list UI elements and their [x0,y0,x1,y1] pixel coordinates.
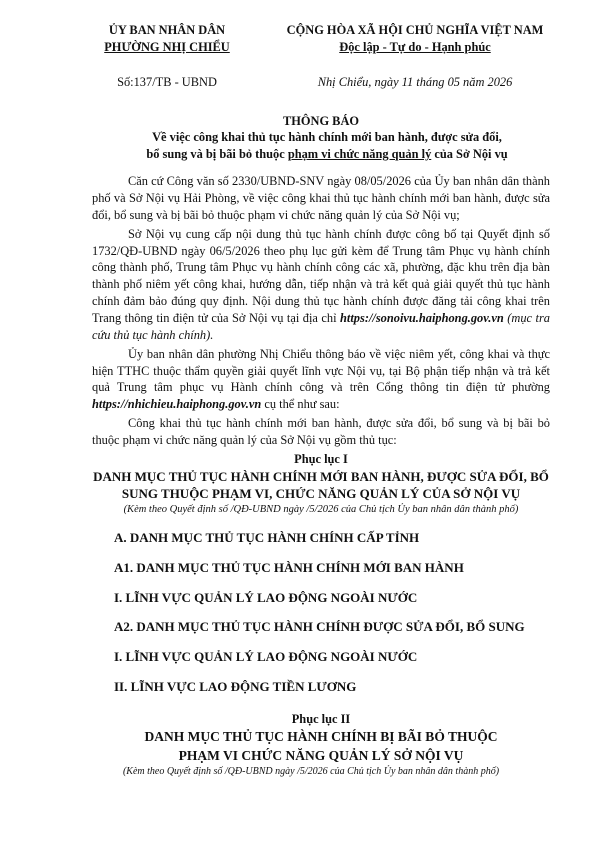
appendix-1-title [92,468,550,503]
section-heading: A2. DANH MỤC THỦ TỤC HÀNH CHÍNH ĐƯỢC SỬA ĐỔI, BỔ SUNG [114,619,525,635]
national-motto [270,22,560,56]
paragraph-4: Công khai thủ tục hành chính mới ban hành, được sửa đổi, bổ sung và bị bãi bỏ thuộc phạm vi chức năng quản lý của Sở Nội vụ gồm thủ tục: [92,416,550,448]
place-date: Nhị Chiểu, ngày 11 tháng 05 năm 2026 [317,74,513,89]
appendix-1-label: Phục lục I [294,451,348,466]
subtitle-line-1: Về việc công khai thủ tục hành chính mới ban hành, được sửa đổi, [152,130,502,145]
document-body [92,173,550,449]
section-heading: A. DANH MỤC THỦ TỤC HÀNH CHÍNH CẤP TỈNH [114,530,420,546]
org-line-2: PHƯỜNG NHỊ CHIỂU [104,39,230,54]
section-heading: I. LĨNH VỰC QUẢN LÝ LAO ĐỘNG NGOÀI NƯỚC [114,589,418,605]
appendix-2-label: Phục lục II [291,712,351,727]
appendix-2-title-line-2: PHẠM VI CHỨC NĂNG QUẢN LÝ SỞ NỘI VỤ [178,747,464,763]
appendix-1-title-line-1: DANH MỤC THỦ TỤC HÀNH CHÍNH MỚI BAN HÀNH, ĐƯỢC SỬA ĐỔI, BỔ [93,468,549,484]
document-number: Số:137/TB - UBND [117,74,217,89]
paragraph-3 [92,346,550,413]
section-heading: II. LĨNH VỰC LAO ĐỘNG TIỀN LƯƠNG [114,678,357,694]
nation-line-1: CỘNG HÒA XÃ HỘI CHỦ NGHĨA VIỆT NAM [286,23,544,37]
subtitle-part-a: bổ sung và bị bãi bỏ thuộc [146,147,288,162]
paragraph-2-note: (mục tra cứu thủ tục hành chính). [92,311,550,342]
document-subtitle [92,129,562,163]
paragraph-2 [92,226,550,344]
document-title: THÔNG BÁO [282,113,360,128]
subtitle-line-2 [92,146,562,163]
nhichieu-link[interactable]: https://nhichieu.haiphong.gov.vn [92,397,262,412]
appendix-1-title-line-2: SUNG THUỘC PHẠM VI, CHỨC NĂNG QUẢN LÝ CỦA SỞ NỘI VỤ [121,486,521,502]
appendix-2-title-line-1: DANH MỤC THỦ TỤC HÀNH CHÍNH BỊ BÃI BỎ THUỘC [144,729,498,745]
document-header [92,22,550,56]
section-heading: I. LĨNH VỰC QUẢN LÝ LAO ĐỘNG NGOÀI NƯỚC [114,649,418,665]
paragraph-3-text: Ủy ban nhân dân phường Nhị Chiểu thông báo về việc niêm yết, công khai và thực hiện TTHC thuộc thẩm quyền giải quyết lĩnh vực Nội vụ, tại Bộ phận tiếp nhận và trả kết quả Trung tâm phục vụ Hành chính công và trên Cổng thông tin điện tử phường [92,346,550,395]
appendix-2-note: (Kèm theo Quyết định số /QĐ-UBND ngày /5/2026 của Chủ tịch Ủy ban nhân dân thành phố) [122,765,500,777]
nation-line-2: Độc lập - Tự do - Hạnh phúc [339,39,491,54]
subtitle-part-b: phạm vi chức năng quản lý [287,147,432,162]
org-line-1: ỦY BAN NHÂN DÂN [108,23,226,37]
section-heading: A1. DANH MỤC THỦ TỤC HÀNH CHÍNH MỚI BAN HÀNH [114,560,464,576]
appendix-1-note: (Kèm theo Quyết định số /QĐ-UBND ngày /5/2026 của Chủ tịch Ủy ban nhân dân thành phố) [123,504,519,516]
issuing-authority [92,22,242,56]
paragraph-2-text: Sở Nội vụ cung cấp nội dung thủ tục hành chính được công bố tại Quyết định số 1732/QĐ-UBND ngày 06/5/2026 theo phụ lục gửi kèm để Trung tâm Phục vụ hành chính công thành phố, Trung tâm Phục vụ hành chính công các xã, phường, đặc khu trên địa bàn thành phố niêm yết công khai, hướng dẫn, tiếp nhận và trả kết quả giải quyết thủ tục hành chính đảm bảo đúng quy định. Nội dung thủ tục hành chính được đăng tải công khai trên Trang thông tin điện tử của Sở Nội vụ tại địa chỉ [92,226,550,326]
appendix-2-title [92,728,550,765]
paragraph-3-end: cụ thể như sau: [261,397,340,412]
sonoivu-link[interactable]: https://sonoivu.haiphong.gov.vn [340,311,504,326]
subtitle-part-c: của Sở Nội vụ [431,147,508,162]
paragraph-1: Căn cứ Công văn số 2330/UBND-SNV ngày 08/05/2026 của Ủy ban nhân dân thành phố và Sở Nội vụ Hải Phòng, về việc công khai thủ tục hành chính mới ban hành, được sửa đổi, bổ sung và bị bãi bỏ thuộc phạm vi chức năng quản lý của Sở Nội vụ; [92,174,550,222]
document-meta [92,74,550,91]
